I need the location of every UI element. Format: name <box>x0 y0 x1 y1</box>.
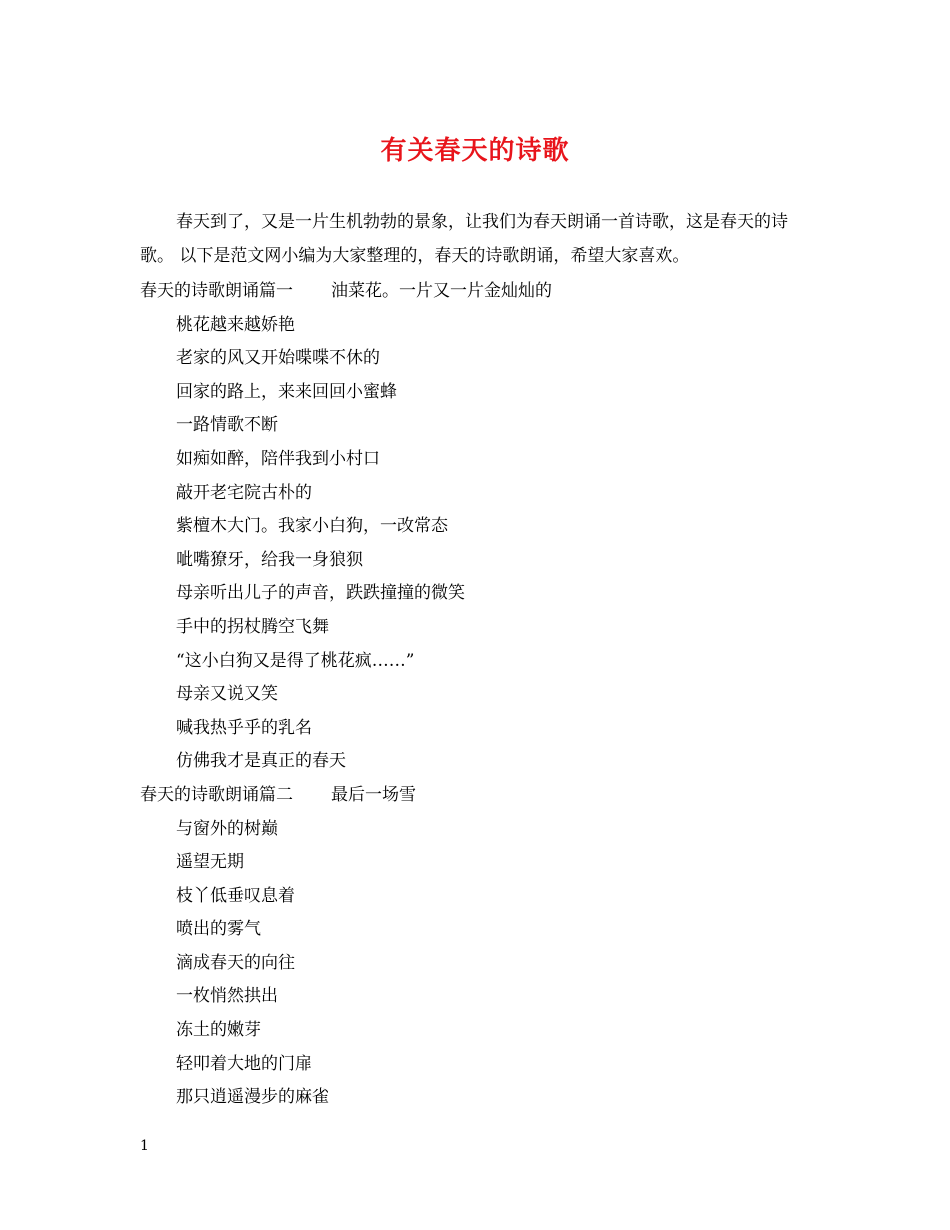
poem-line: 如痴如醉，陪伴我到小村口 <box>176 448 380 469</box>
poem-line: 敲开老宅院古朴的 <box>176 482 312 503</box>
poem-line: 母亲又说又笑 <box>176 684 278 705</box>
poem-line: 喊我热乎乎的乳名 <box>176 717 312 738</box>
section-subtitle-2: 最后一场雪 <box>331 784 416 805</box>
section-heading-2 <box>0 779 950 813</box>
poem-line: 遥望无期 <box>176 852 244 873</box>
poem-line: 桃花越来越娇艳 <box>176 314 295 335</box>
poem-line: 紫檀木大门。我家小白狗，一改常态 <box>176 516 448 537</box>
poem-body <box>0 275 950 1115</box>
poem-line: “这小白狗又是得了桃花疯……” <box>176 650 415 671</box>
intro-paragraph: 春天到了，又是一片生机勃勃的景象，让我们为春天朗诵一首诗歌，这是春天的诗歌。 以下是范文网小编为大家整理的，春天的诗歌朗诵，希望大家喜欢。 <box>140 212 788 266</box>
poem-line: 一枚悄然拱出 <box>176 986 278 1007</box>
poem-line: 一路情歌不断 <box>176 415 278 436</box>
poem-line: 回家的路上，来来回回小蜜蜂 <box>176 381 397 402</box>
poem-line: 喷出的雾气 <box>176 919 261 940</box>
poem-line: 仿佛我才是真正的春天 <box>176 751 346 772</box>
poem-line: 与窗外的树巅 <box>176 818 278 839</box>
poem-line: 冻土的嫩芽 <box>176 1020 261 1041</box>
poem-line: 老家的风又开始喋喋不休的 <box>176 348 380 369</box>
poem-line: 那只逍遥漫步的麻雀 <box>176 1087 329 1108</box>
poem-line: 轻叩着大地的门扉 <box>176 1053 312 1074</box>
poem-line: 母亲听出儿子的声音，跌跌撞撞的微笑 <box>176 583 465 604</box>
poem-line: 手中的拐杖腾空飞舞 <box>176 616 329 637</box>
poem-line: 枝丫低垂叹息着 <box>176 885 295 906</box>
section-heading-1 <box>0 275 950 309</box>
poem-line: 呲嘴獠牙，给我一身狼狈 <box>176 549 363 570</box>
section-title-2: 春天的诗歌朗诵篇二 <box>140 784 293 805</box>
page-number: 1 <box>140 1138 149 1154</box>
page-title: 有关春天的诗歌 <box>380 136 570 166</box>
section-subtitle-1: 油菜花。一片又一片金灿灿的 <box>331 281 552 301</box>
poem-line: 滴成春天的向往 <box>176 952 295 973</box>
section-title-1: 春天的诗歌朗诵篇一 <box>140 281 293 301</box>
